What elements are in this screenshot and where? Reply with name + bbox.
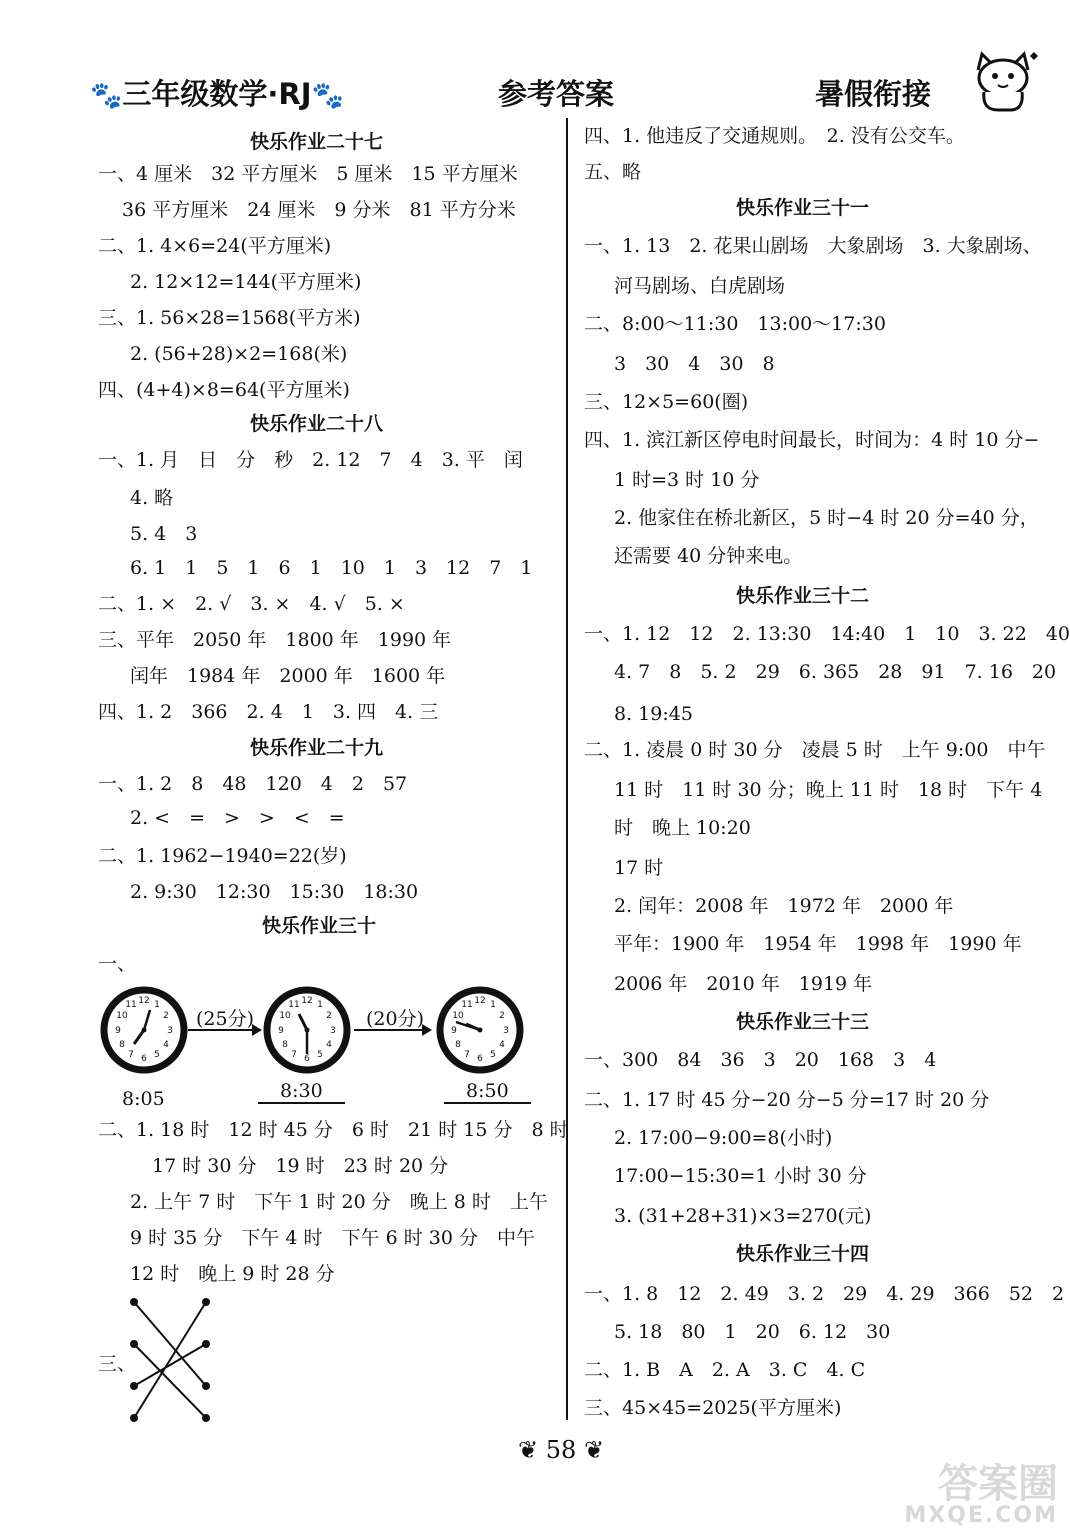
svg-text:9: 9: [451, 1026, 457, 1036]
paw-icon: 🐾: [90, 81, 123, 111]
svg-text:6: 6: [304, 1054, 310, 1064]
svg-text:10: 10: [279, 1011, 291, 1021]
svg-text:4: 4: [499, 1040, 505, 1050]
section-title-27: 快乐作业二十七: [250, 131, 384, 153]
answer-line: 闰年 1984 年 2000 年 1600 年: [130, 665, 446, 687]
answer-line: 2. 上午 7 时 下午 1 时 20 分 晚上 8 时 上午: [130, 1191, 548, 1213]
svg-text:8: 8: [119, 1040, 125, 1050]
section-title-31: 快乐作业三十一: [736, 197, 870, 219]
answer-line: 五、略: [584, 161, 642, 183]
answer-line: 2. 闰年：2008 年 1972 年 2000 年: [614, 895, 954, 917]
answer-line: 3. (31+28+31)×3=270(元): [614, 1205, 872, 1227]
header-series: 暑假衔接: [815, 77, 932, 111]
svg-text:4: 4: [163, 1040, 169, 1050]
answer-line: 11 时 11 时 30 分；晚上 11 时 18 时 下午 4: [614, 779, 1043, 801]
answer-line: 4. 7 8 5. 2 29 6. 365 28 91 7. 16 20: [614, 661, 1057, 683]
answer-line: 一、1. 12 12 2. 13:30 14:40 1 10 3. 22 40: [584, 623, 1070, 645]
svg-text:12: 12: [138, 996, 150, 1006]
answer-line: 二、1. 4×6=24(平方厘米): [98, 235, 332, 257]
clock-time-label: 8:05: [122, 1088, 165, 1110]
answer-line: 三、45×45=2025(平方厘米): [584, 1397, 842, 1419]
watermark-sub: MXQE.COM: [904, 1503, 1058, 1528]
answer-line: 二、1. B A 2. A 3. C 4. C: [584, 1359, 866, 1381]
clock-icon-850: [436, 986, 524, 1074]
clock-time-answer: 8:30: [258, 1080, 345, 1104]
leaf-ornament-icon: ❦: [583, 1436, 605, 1464]
answer-line: 12 时 晚上 9 时 28 分: [130, 1263, 335, 1285]
paw-icon: 🐾: [311, 81, 344, 111]
svg-text:8: 8: [282, 1040, 288, 1050]
answer-line: 三、1. 56×28=1568(平方米): [98, 307, 361, 329]
answer-line: 2. 他家住在桥北新区，5 时−4 时 20 分=40 分，: [614, 507, 1039, 529]
answer-line: 一、1. 2 8 48 120 4 2 57: [98, 773, 408, 795]
answer-line: 二、1. 1962−1940=22(岁): [98, 845, 347, 867]
svg-text:5: 5: [154, 1050, 160, 1060]
answer-line: 5. 18 80 1 20 6. 12 30: [614, 1321, 891, 1343]
answer-line: 9 时 35 分 下午 4 时 下午 6 时 30 分 中午: [130, 1227, 535, 1249]
answer-line: 三、: [98, 1353, 137, 1375]
arrow-label-20min: (20分): [366, 1008, 425, 1030]
answer-line: 三、平年 2050 年 1800 年 1990 年: [98, 629, 452, 651]
answer-line: 二、1. × 2. √ 3. × 4. √ 5. ×: [98, 593, 405, 615]
svg-text:11: 11: [125, 1000, 137, 1010]
svg-text:5: 5: [317, 1050, 323, 1060]
page-number: [518, 1436, 604, 1464]
arrow-label-25min: (25分): [196, 1008, 255, 1030]
answer-line: 2. 17:00−9:00=8(小时): [614, 1127, 833, 1149]
answer-line: 2. (56+28)×2=168(米): [130, 343, 348, 365]
answer-line: 5. 4 3: [130, 523, 198, 545]
answer-line: 6. 1 1 5 1 6 1 10 1 3 12 7 1: [130, 557, 533, 579]
clock-icon-805: [100, 986, 188, 1074]
watermark-main: 答案圈: [938, 1461, 1058, 1507]
svg-text:1: 1: [154, 1000, 160, 1010]
cat-mascot-icon: [968, 48, 1040, 114]
watermark: [904, 1461, 1058, 1528]
section-title-30: 快乐作业三十: [262, 915, 377, 937]
answer-line: 36 平方厘米 24 厘米 9 分米 81 平方分米: [122, 199, 516, 221]
svg-text:2: 2: [326, 1011, 332, 1021]
column-divider: [566, 118, 568, 1420]
answer-line: 2. < = > > < =: [130, 807, 345, 829]
answer-line: 一、1. 月 日 分 秒 2. 12 7 4 3. 平 闰: [98, 449, 523, 471]
answer-line: 17 时: [614, 857, 664, 879]
answer-line: 四、1. 滨江新区停电时间最长，时间为：4 时 10 分−: [584, 429, 1040, 451]
answer-line: 一、300 84 36 3 20 168 3 4: [584, 1049, 937, 1071]
clock-time-answer: 8:50: [444, 1080, 531, 1104]
svg-text:2: 2: [163, 1011, 169, 1021]
header-grade-subject: [90, 72, 344, 113]
svg-text:10: 10: [116, 1011, 128, 1021]
answer-line: 2. 12×12=144(平方厘米): [130, 271, 362, 293]
answer-line: 2. 9:30 12:30 15:30 18:30: [130, 881, 419, 903]
svg-text:1: 1: [490, 1000, 496, 1010]
svg-text:1: 1: [317, 1000, 323, 1010]
header-left-text: 三年级数学·RJ: [122, 77, 312, 111]
answer-line: 二、1. 17 时 45 分−20 分−5 分=17 时 20 分: [584, 1089, 990, 1111]
answer-line: 二、8:00～11:30 13:00～17:30: [584, 313, 886, 335]
answer-line: 1 时=3 时 10 分: [614, 469, 760, 491]
answer-line: 二、1. 凌晨 0 时 30 分 凌晨 5 时 上午 9:00 中午: [584, 739, 1046, 761]
answer-line: 二、1. 18 时 12 时 45 分 6 时 21 时 15 分 8 时: [98, 1119, 569, 1141]
answer-line: 3 30 4 30 8: [614, 353, 775, 375]
clock-icon-830: [263, 986, 351, 1074]
svg-text:12: 12: [474, 996, 486, 1006]
svg-text:7: 7: [291, 1050, 297, 1060]
answer-line: 17 时 30 分 19 时 23 时 20 分: [152, 1155, 449, 1177]
svg-text:3: 3: [167, 1026, 173, 1036]
svg-text:7: 7: [464, 1050, 470, 1060]
svg-text:12: 12: [301, 996, 313, 1006]
svg-text:3: 3: [330, 1026, 336, 1036]
section-title-28: 快乐作业二十八: [250, 413, 384, 435]
answer-line: 四、(4+4)×8=64(平方厘米): [98, 379, 350, 401]
svg-text:8: 8: [455, 1040, 461, 1050]
svg-text:4: 4: [326, 1040, 332, 1050]
answer-line: 2006 年 2010 年 1919 年: [614, 973, 873, 995]
svg-text:5: 5: [490, 1050, 496, 1060]
leaf-ornament-icon: ❦: [518, 1436, 539, 1464]
answer-line: 时 晚上 10:20: [614, 817, 751, 839]
answer-line: 一、4 厘米 32 平方厘米 5 厘米 15 平方厘米: [98, 163, 518, 185]
answer-line: 8. 19:45: [614, 703, 693, 725]
section-title-33: 快乐作业三十三: [736, 1011, 870, 1033]
answer-line: 三、12×5=60(圈): [584, 391, 749, 413]
svg-text:6: 6: [141, 1054, 147, 1064]
answer-line: 四、1. 2 366 2. 4 1 3. 四 4. 三: [98, 701, 439, 723]
answer-line: 一、: [98, 953, 137, 975]
svg-text:7: 7: [128, 1050, 134, 1060]
answer-line: 河马剧场、白虎剧场: [614, 275, 786, 297]
svg-text:10: 10: [452, 1011, 464, 1021]
svg-text:6: 6: [477, 1054, 483, 1064]
answer-line: 4. 略: [130, 487, 174, 509]
svg-text:11: 11: [461, 1000, 473, 1010]
answer-line: 还需要 40 分钟来电。: [614, 545, 803, 567]
answer-line: 一、1. 13 2. 花果山剧场 大象剧场 3. 大象剧场、: [584, 235, 1042, 257]
section-title-32: 快乐作业三十二: [736, 585, 870, 607]
answer-line: 平年：1900 年 1954 年 1998 年 1990 年: [614, 933, 1022, 955]
header-title: 参考答案: [498, 77, 615, 111]
svg-text:9: 9: [278, 1026, 284, 1036]
svg-text:9: 9: [115, 1026, 121, 1036]
svg-text:2: 2: [499, 1011, 505, 1021]
svg-text:3: 3: [503, 1026, 509, 1036]
section-title-29: 快乐作业二十九: [250, 737, 384, 759]
page-number-text: 58: [545, 1436, 577, 1464]
svg-text:11: 11: [288, 1000, 300, 1010]
section-title-34: 快乐作业三十四: [736, 1243, 870, 1265]
answer-line: 一、1. 8 12 2. 49 3. 2 29 4. 29 366 52 2: [584, 1283, 1065, 1305]
answer-line: 17:00−15:30=1 小时 30 分: [614, 1165, 867, 1187]
answer-line: 四、1. 他违反了交通规则。 2. 没有公交车。: [584, 125, 965, 147]
